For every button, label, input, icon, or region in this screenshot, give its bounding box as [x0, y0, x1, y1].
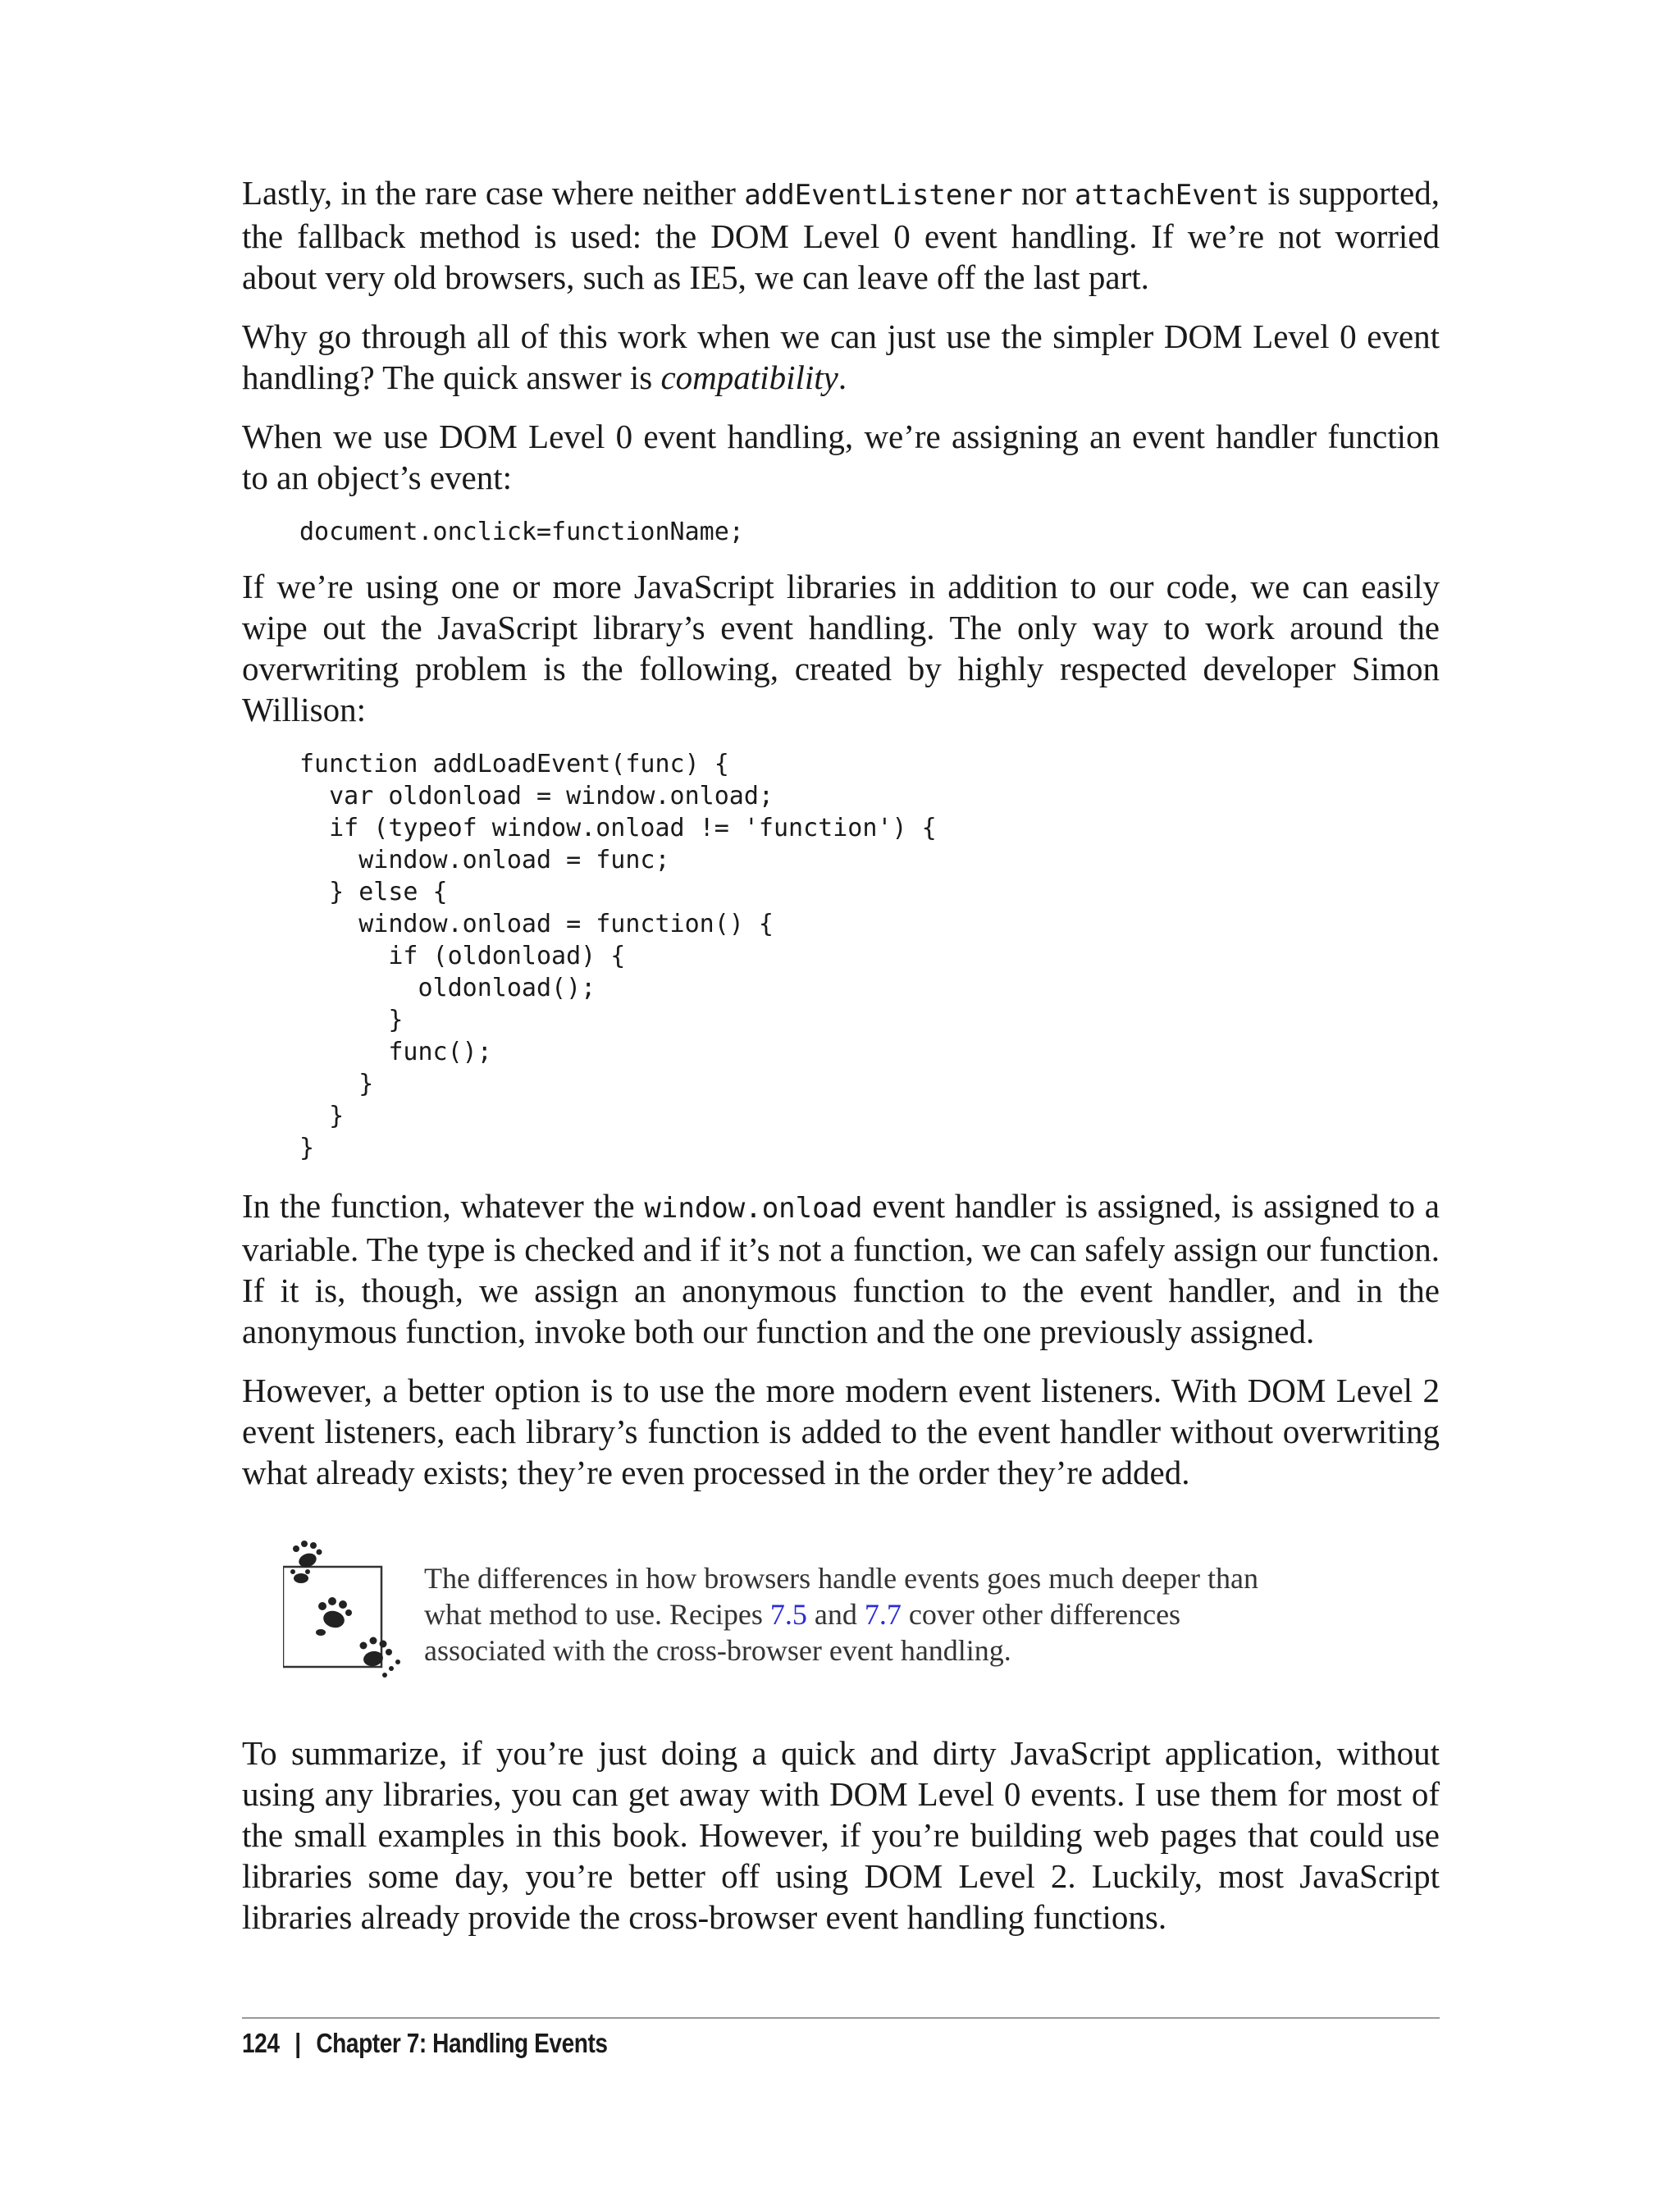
footer-separator: | [294, 2028, 301, 2058]
text-span: The differences in how browsers handle events goes much deeper than what method to use. Recipes [424, 1562, 1258, 1631]
footer-divider [242, 2017, 1440, 2019]
page-footer [242, 2028, 608, 2059]
text-span: is supported, the fallback method is used: the DOM Level 0 event handling. If we’re not worried about very old browsers, such as IE5, we can leave off the last part. [242, 174, 1440, 296]
text-span: cover other differences associated with the cross-browser event handling. [424, 1598, 1181, 1667]
text-span: Why go through all of this work when we can just use the simpler DOM Level 0 event handling? The quick answer is [242, 317, 1440, 396]
inline-code-attachevent: attachEvent [1074, 179, 1260, 212]
paragraph-libraries: If we’re using one or more JavaScript libraries in addition to our code, we can easily wipe out the JavaScript library’s event handling. The only way to work around the overwriting problem is the following, created by highly respected developer Simon Willison: [242, 568, 1440, 728]
text-span: Lastly, in the rare case where neither [242, 174, 745, 212]
paragraph-function-explanation [242, 1185, 1440, 1352]
note-text [424, 1560, 1294, 1669]
chapter-title: Chapter 7: Handling Events [316, 2028, 608, 2058]
note-box [242, 1536, 1440, 1683]
paragraph-compatibility [242, 316, 1440, 398]
text-span: In the function, whatever the [242, 1187, 645, 1225]
paragraph-fallback [242, 172, 1440, 298]
text-span: . [838, 358, 847, 396]
code-block-onclick: document.onclick=functionName; [299, 518, 744, 546]
paragraph-event-listeners: However, a better option is to use the more modern event listeners. With DOM Level 2 event listeners, each library’s function is added to the event handler without overwriting what already exists; they’re even processed in the order they’re added. [242, 1372, 1440, 1491]
recipe-link-7-5[interactable]: 7.5 [769, 1598, 807, 1631]
emphasis-compatibility: compatibility [660, 358, 838, 396]
animal-tracks-note-icon [283, 1536, 406, 1683]
paragraph-dom-level-0: When we use DOM Level 0 event handling, we’re assigning an event handler function to an object’s event: [242, 418, 1440, 496]
inline-code-addeventlistener: addEventListener [744, 179, 1013, 212]
recipe-link-7-7[interactable]: 7.7 [864, 1598, 902, 1631]
text-span: nor [1012, 174, 1075, 212]
page-content [242, 172, 1440, 1956]
paragraph-summary: To summarize, if you’re just doing a quick and dirty JavaScript application, without using any libraries, you can get away with DOM Level 0 events. I use them for most of the small examples in this book. However, if you’re building web pages that could use libraries some day, you’re better off using DOM Level 2. Luckily, most JavaScript libraries already provide the cross-browser event handling functions. [242, 1734, 1440, 1936]
inline-code-window-onload: window.onload [644, 1192, 863, 1225]
code-block-addloadevent: function addLoadEvent(func) { var oldonload = window.onload; if (typeof window.onload != 'function') { window.onload = func; } else { window.onload = function() { if (oldonload) { oldonload(); } func(); } } } [299, 750, 937, 1162]
text-span: event handler is assigned, is assigned to a variable. The type is checked and if it’s not a function, we can safely assign our function. If it is, though, we assign an anonymous function to the event handler, and in the anonymous function, invoke both our function and the one previously assigned. [242, 1187, 1440, 1350]
text-span: and [806, 1598, 865, 1631]
page-number: 124 [242, 2028, 280, 2058]
